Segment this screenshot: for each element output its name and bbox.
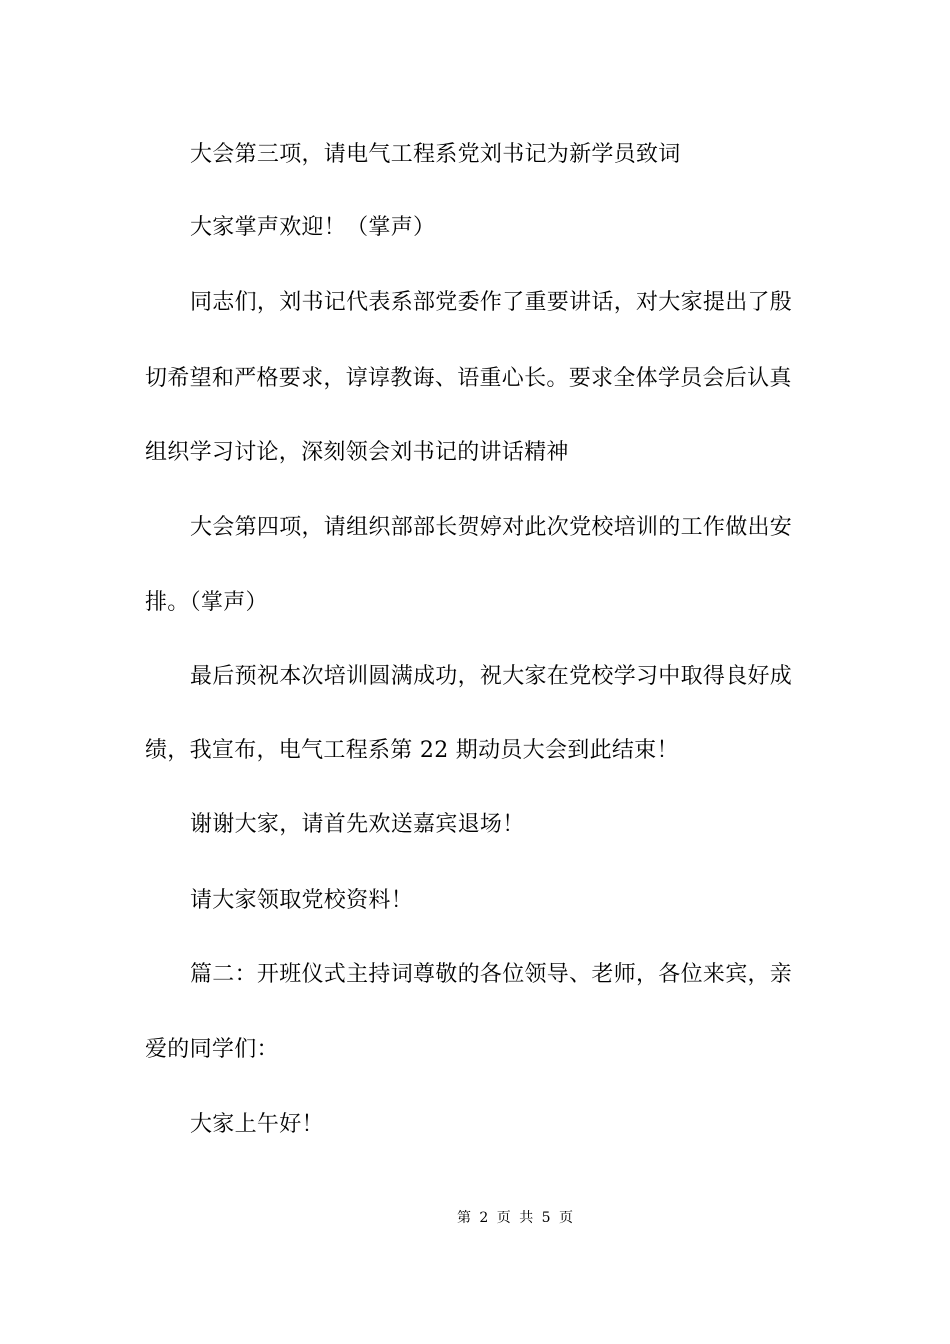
paragraph-line: 同志们，刘书记代表系部党委作了重要讲话，对大家提出了殷: [190, 290, 793, 315]
paragraph-line: 切希望和严格要求，谆谆教诲、语重心长。要求全体学员会后认真: [145, 366, 792, 391]
paragraph-line: 大会第三项，请电气工程系党刘书记为新学员致词: [190, 142, 681, 167]
paragraph-line: 爱的同学们：: [145, 1037, 279, 1062]
page-number-footer: 第 2 页 共 5 页: [456, 1210, 574, 1226]
paragraph-line: 最后预祝本次培训圆满成功，祝大家在党校学习中取得良好成: [190, 664, 793, 689]
paragraph-line: 谢谢大家，请首先欢送嘉宾退场！: [190, 812, 525, 837]
paragraph-line: 排。（掌声）: [145, 590, 268, 615]
paragraph-line: 大家上午好！: [190, 1112, 324, 1137]
paragraph-line: 请大家领取党校资料！: [190, 888, 414, 913]
paragraph-line: 大会第四项，请组织部部长贺婷对此次党校培训的工作做出安: [190, 515, 793, 540]
paragraph-line: 大家掌声欢迎！（掌声）: [190, 215, 436, 240]
paragraph-line: 绩，我宣布，电气工程系第 22 期动员大会到此结束！: [145, 738, 679, 763]
paragraph-line: 篇二：开班仪式主持词尊敬的各位领导、老师，各位来宾，亲: [190, 962, 793, 987]
paragraph-line: 组织学习讨论，深刻领会刘书记的讲话精神: [145, 440, 569, 465]
